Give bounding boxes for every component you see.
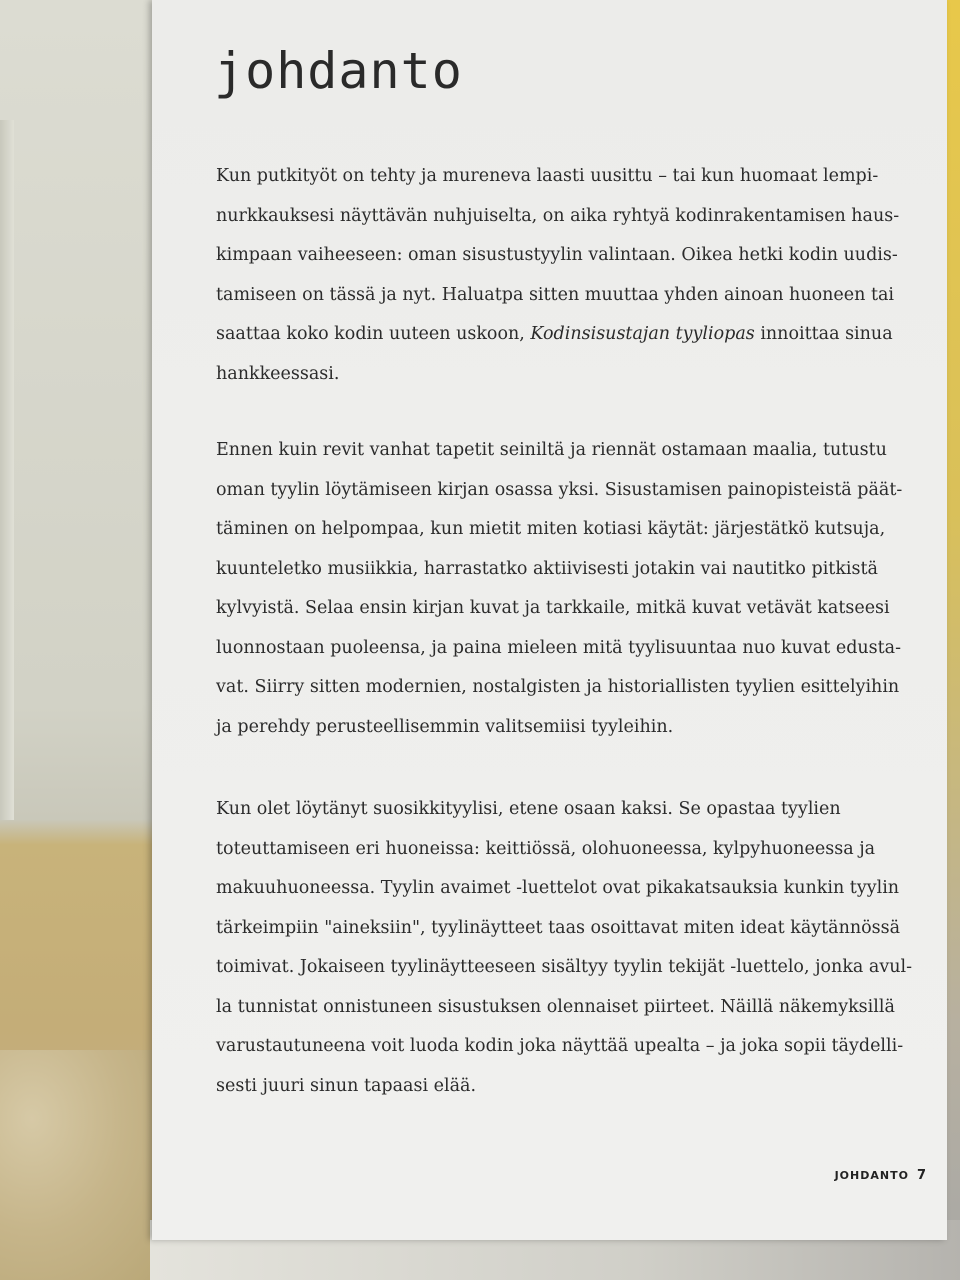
background-panel <box>0 120 14 820</box>
text-line: makuuhuoneessa. Tyylin avaimet -luettelot ovat pikakatsauksia kunkin tyylin <box>216 878 900 898</box>
text-line-with-italic <box>216 315 906 355</box>
paragraph-1 <box>216 157 906 394</box>
text-line: tamiseen on tässä ja nyt. Haluatpa sitten muuttaa yhden ainoan huoneen tai <box>216 284 895 305</box>
text-line: kimpaan vaiheeseen: oman sisustustyylin valintaan. Oikea hetki kodin uudis- <box>216 245 898 265</box>
text-line: tärkeimpiin "aineksiin", tyylinäytteet taas osoittavat miten ideat käytännössä <box>216 917 901 938</box>
text-line: toimivat. Jokaiseen tyylinäytteeseen sisältyy tyylin tekijät -luettelo, jonka avul- <box>216 957 913 977</box>
paragraph-3 <box>216 790 913 1106</box>
background-couch <box>0 1050 160 1280</box>
text-line: ja perehdy perusteellisemmin valitsemiisi tyyleihin. <box>216 716 674 737</box>
text-segment: innoittaa sinua <box>754 324 893 344</box>
text-line: oman tyylin löytämiseen kirjan osassa yksi. Sisustamisen painopisteistä päät- <box>216 479 903 500</box>
text-line: täminen on helpompaa, kun mietit miten kotiasi käytät: järjestätkö kutsuja, <box>216 519 886 539</box>
text-line: luonnostaan puoleensa, ja paina mieleen mitä tyylisuuntaa nuo kuvat edusta- <box>216 637 902 658</box>
text-line: Kun putkityöt on tehty ja mureneva laasti uusittu – tai kun huomaat lempi- <box>216 166 879 186</box>
text-line: nurkkauksesi näyttävän nuhjuiselta, on aika ryhtyä kodinrakentamisen haus- <box>216 205 900 226</box>
text-line: sesti juuri sinun tapaasi elää. <box>216 1075 477 1096</box>
text-segment: saattaa koko kodin uuteen uskoon, <box>216 324 531 344</box>
text-line: varustautuneena voit luoda kodin joka näyttää upealta – ja joka sopii täydelli- <box>216 1036 904 1056</box>
page-number: 7 <box>916 1168 927 1183</box>
text-line: toteuttamiseen eri huoneissa: keittiössä, olohuoneessa, kylpyhuoneessa ja <box>216 838 876 859</box>
book-page <box>152 0 947 1240</box>
footer-section-label: JOHDANTO <box>834 1169 909 1182</box>
paragraph-2 <box>216 431 906 747</box>
text-line: kylvyistä. Selaa ensin kirjan kuvat ja tarkkaile, mitkä kuvat vetävät katseesi <box>216 598 890 618</box>
text-line: hankkeessasi. <box>216 363 340 384</box>
page-title: johdanto <box>214 42 463 100</box>
text-line: Kun olet löytänyt suosikkityylisi, etene osaan kaksi. Se opastaa tyylien <box>216 799 841 819</box>
text-line: kuunteletko musiikkia, harrastatko aktiivisesti jotakin vai nautitko pitkistä <box>216 558 878 579</box>
book-title-italic: Kodinsisustajan tyyliopas <box>530 324 755 344</box>
text-line: la tunnistat onnistuneen sisustuksen olennaiset piirteet. Näillä näkemyksillä <box>216 996 895 1017</box>
text-line: Ennen kuin revit vanhat tapetit seiniltä ja riennät ostamaan maalia, tutustu <box>216 440 887 460</box>
text-line: vat. Siirry sitten modernien, nostalgisten ja historiallisten tyylien esittelyihin <box>216 677 900 697</box>
page-footer <box>835 1168 927 1183</box>
